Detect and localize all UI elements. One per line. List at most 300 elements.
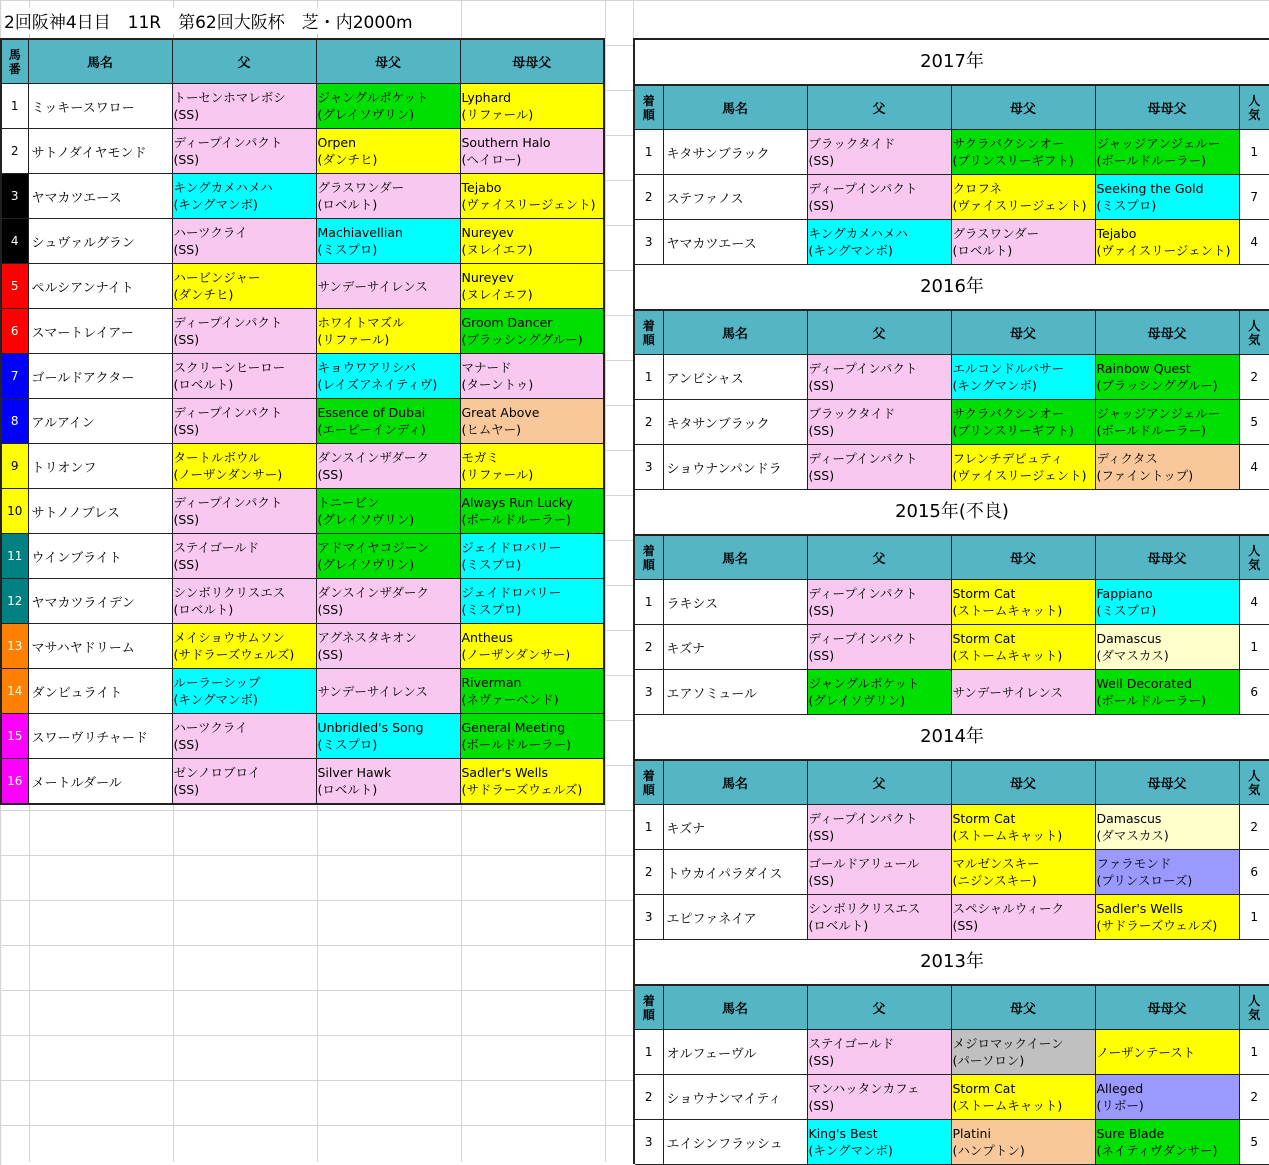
dam-dam-sire-cell-line: (ボールドルーラー) (1096, 153, 1207, 168)
table-row (1, 399, 604, 444)
sire-cell-line: (SS) (173, 332, 200, 347)
header-dam-dam-sire: 母母父 (1095, 536, 1239, 580)
table-row (1, 219, 604, 264)
dam-sire-cell-line: (ミスプロ) (317, 737, 378, 752)
dam-dam-sire-cell-name: Alleged (1096, 1081, 1144, 1096)
dam-dam-sire-cell (460, 219, 604, 264)
dam-sire-cell (316, 444, 460, 489)
sire-cell-line: (SS) (173, 557, 200, 572)
horse-name: サトノダイヤモンド (28, 129, 172, 174)
sire-cell (172, 444, 316, 489)
sire-cell-line: (SS) (173, 107, 200, 122)
dam-dam-sire-cell (460, 714, 604, 759)
dam-dam-sire-cell-name: Nureyev (461, 270, 514, 285)
sire-cell (172, 129, 316, 174)
sire-cell-line: (キングマンボ) (808, 243, 893, 258)
sire-cell-name: ディープインパクト (173, 495, 283, 510)
sire-cell-line: (サドラーズウェルズ) (173, 647, 295, 662)
dam-dam-sire-cell-line: (リボー) (1096, 1098, 1144, 1113)
dam-dam-sire-cell (1095, 850, 1239, 895)
header-sire: 父 (807, 86, 951, 130)
table-row (1, 534, 604, 579)
dam-sire-cell-name: スペシャルウィーク (952, 901, 1065, 916)
dam-sire-cell-name: サクラバクシンオー (952, 136, 1065, 151)
dam-sire-cell-name: フレンチデピュティ (952, 451, 1064, 466)
header-sire: 父 (807, 311, 951, 355)
dam-sire-cell (316, 579, 460, 624)
table-row (1, 174, 604, 219)
dam-dam-sire-cell-line: (ボールドルーラー) (1096, 423, 1207, 438)
dam-dam-sire-cell-name: Sadler's Wells (1096, 901, 1184, 916)
finish-rank: 3 (635, 220, 663, 265)
sire-cell-line: (SS) (808, 1053, 835, 1068)
header-dam-dam-sire: 母母父 (1095, 311, 1239, 355)
horse-number: 15 (1, 714, 28, 759)
sire-cell (807, 220, 951, 265)
finish-rank: 2 (635, 850, 663, 895)
horse-name: アルアイン (28, 399, 172, 444)
sire-cell (172, 264, 316, 309)
dam-dam-sire-cell (460, 309, 604, 354)
sire-cell-line: (SS) (173, 242, 200, 257)
dam-sire-cell-line: (ロベルト) (952, 243, 1013, 258)
dam-sire-cell (316, 129, 460, 174)
dam-sire-cell (316, 669, 460, 714)
dam-sire-cell (951, 1030, 1095, 1075)
header-sire: 父 (807, 986, 951, 1030)
dam-dam-sire-cell-line: (ミスプロ) (1096, 198, 1157, 213)
sire-cell-line: (SS) (808, 378, 835, 393)
horse-name: ヤマカツエース (28, 174, 172, 219)
dam-dam-sire-cell-line: (プリンスローズ) (1096, 873, 1193, 888)
finish-rank: 2 (635, 625, 663, 670)
year-title: 2016年 (635, 265, 1269, 310)
header-dam-dam-sire: 母母父 (460, 39, 604, 84)
sire-cell (172, 714, 316, 759)
dam-sire-cell-line: (グレイソヴリン) (317, 512, 415, 527)
dam-dam-sire-cell-line: (ボールドルーラー) (461, 512, 572, 527)
sire-cell-name: ハーツクライ (173, 225, 248, 240)
dam-sire-cell-line: (レイズアネイティヴ) (317, 377, 438, 392)
dam-sire-cell-line: (ハンプトン) (952, 1143, 1025, 1158)
sire-cell-line: (ロベルト) (808, 918, 869, 933)
dam-sire-cell-line: (ストームキャット) (952, 828, 1063, 843)
dam-sire-cell (951, 1075, 1095, 1120)
horse-name: ショウナンマイティ (663, 1075, 807, 1120)
header-horse-name: 馬名 (663, 536, 807, 580)
popularity: 4 (1239, 580, 1269, 625)
results-table (635, 985, 1269, 1165)
dam-sire-cell-line: (ストームキャット) (952, 648, 1063, 663)
dam-sire-cell-line: (ヴァイスリージェント) (952, 468, 1087, 483)
dam-dam-sire-cell-name: Groom Dancer (461, 315, 553, 330)
horse-name: ショウナンパンドラ (663, 445, 807, 490)
sire-cell-name: キングカメハメハ (808, 226, 908, 241)
horse-name: シュヴァルグラン (28, 219, 172, 264)
dam-sire-cell-name: クロフネ (952, 181, 1003, 196)
sire-cell-name: シンボリクリスエス (173, 585, 286, 600)
table-row (1, 84, 604, 129)
finish-rank: 3 (635, 1120, 663, 1165)
horse-name: ラキシス (663, 580, 807, 625)
horse-number: 7 (1, 354, 28, 399)
horse-name: キタサンブラック (663, 400, 807, 445)
header-popularity: 人 気 (1239, 536, 1269, 580)
sire-cell (172, 309, 316, 354)
dam-dam-sire-cell-name: Seeking the Gold (1096, 181, 1204, 196)
finish-rank: 1 (635, 580, 663, 625)
dam-dam-sire-cell-name: モガミ (461, 450, 500, 465)
dam-sire-cell (951, 580, 1095, 625)
finish-rank: 3 (635, 895, 663, 940)
table-row (635, 400, 1269, 445)
year-block (635, 40, 1269, 265)
header-horse-name: 馬名 (663, 761, 807, 805)
sire-cell (172, 219, 316, 264)
sire-cell-name: ブラックタイド (808, 406, 896, 421)
horse-number: 12 (1, 579, 28, 624)
sire-cell-name: ディープインパクト (173, 405, 283, 420)
horse-number: 5 (1, 264, 28, 309)
horse-name: スワーヴリチャード (28, 714, 172, 759)
header-dam-sire: 母父 (951, 986, 1095, 1030)
dam-dam-sire-cell-line: (ヴァイスリージェント) (1096, 243, 1231, 258)
dam-dam-sire-cell-line: (ヴァイスリージェント) (461, 197, 596, 212)
header-rank: 着 順 (635, 986, 663, 1030)
table-row (635, 850, 1269, 895)
header-dam-dam-sire: 母母父 (1095, 986, 1239, 1030)
sire-cell (807, 625, 951, 670)
horse-name: トリオンフ (28, 444, 172, 489)
results-table (635, 85, 1269, 265)
popularity: 2 (1239, 1075, 1269, 1120)
year-title: 2017年 (635, 40, 1269, 85)
finish-rank: 3 (635, 670, 663, 715)
dam-dam-sire-cell (1095, 220, 1239, 265)
dam-sire-cell (316, 309, 460, 354)
dam-dam-sire-cell (460, 579, 604, 624)
dam-dam-sire-cell-name: Great Above (461, 405, 540, 420)
dam-sire-cell-name: グラスワンダー (317, 180, 405, 195)
dam-sire-cell-line: (パーソロン) (952, 1053, 1025, 1068)
page-title: 2回阪神4日目 11R 第62回大阪杯 芝・内2000m (4, 8, 419, 33)
finish-rank: 2 (635, 1075, 663, 1120)
dam-dam-sire-cell-line: (リファール) (461, 467, 534, 482)
table-row (1, 354, 604, 399)
sire-cell (172, 579, 316, 624)
sire-cell-name: ステイゴールド (808, 1036, 895, 1051)
table-row (1, 129, 604, 174)
dam-dam-sire-cell-line: (ターントゥ) (461, 377, 534, 392)
sire-cell-line: (SS) (808, 828, 835, 843)
horse-name: ステファノス (663, 175, 807, 220)
dam-dam-sire-cell-line: (ファイントップ) (1096, 468, 1194, 483)
header-rank: 着 順 (635, 761, 663, 805)
dam-sire-cell (316, 264, 460, 309)
dam-sire-cell-name: アドマイヤコジーン (317, 540, 430, 555)
dam-dam-sire-cell (1095, 1030, 1239, 1075)
sire-cell-name: ディープインパクト (808, 631, 918, 646)
dam-dam-sire-cell (460, 669, 604, 714)
sire-cell (807, 400, 951, 445)
dam-sire-cell-line: (ストームキャット) (952, 1098, 1063, 1113)
dam-sire-cell-name: Machiavellian (317, 225, 403, 240)
sire-cell-line: (ダンチヒ) (173, 287, 234, 302)
dam-sire-cell-line: (グレイソヴリン) (317, 557, 415, 572)
dam-dam-sire-cell-line: (ブラッシンググルー) (461, 332, 583, 347)
sire-cell-line: (SS) (173, 782, 200, 797)
sire-cell (172, 399, 316, 444)
dam-sire-cell-name: エルコンドルパサー (952, 361, 1065, 376)
year-block (635, 940, 1269, 1165)
table-row (1, 579, 604, 624)
dam-dam-sire-cell (460, 174, 604, 219)
dam-dam-sire-cell-line: (ボールドルーラー) (1096, 693, 1207, 708)
horse-number: 14 (1, 669, 28, 714)
sire-cell-name: キングカメハメハ (173, 180, 273, 195)
sire-cell (807, 175, 951, 220)
sire-cell (172, 759, 316, 805)
table-row (635, 445, 1269, 490)
dam-sire-cell-line: (SS) (317, 602, 344, 617)
horse-name: オルフェーヴル (663, 1030, 807, 1075)
dam-dam-sire-cell-line: (サドラーズウェルズ) (1096, 918, 1218, 933)
table-row (635, 175, 1269, 220)
horse-number: 9 (1, 444, 28, 489)
dam-sire-cell-name: Orpen (317, 135, 357, 150)
dam-sire-cell (951, 850, 1095, 895)
dam-sire-cell (951, 355, 1095, 400)
dam-sire-cell-line: (ダンチヒ) (317, 152, 378, 167)
dam-dam-sire-cell (460, 534, 604, 579)
dam-dam-sire-cell (1095, 1120, 1239, 1165)
dam-sire-cell-line: (ニジンスキー) (952, 873, 1037, 888)
finish-rank: 2 (635, 400, 663, 445)
horse-name: スマートレイアー (28, 309, 172, 354)
sire-cell (172, 174, 316, 219)
sire-cell-name: King's Best (808, 1126, 878, 1141)
sire-cell (807, 445, 951, 490)
dam-dam-sire-cell (1095, 445, 1239, 490)
dam-sire-cell (316, 714, 460, 759)
dam-dam-sire-cell-name: Fappiano (1096, 586, 1153, 601)
dam-dam-sire-cell (460, 84, 604, 129)
horse-name: ウインブライト (28, 534, 172, 579)
dam-dam-sire-cell-name: ノーザンテースト (1096, 1044, 1196, 1060)
sire-cell-name: ディープインパクト (173, 135, 283, 150)
horse-name: ミッキースワロー (28, 84, 172, 129)
table-row (635, 580, 1269, 625)
dam-dam-sire-cell (1095, 1075, 1239, 1120)
header-dam-sire: 母父 (951, 86, 1095, 130)
horse-number: 6 (1, 309, 28, 354)
popularity: 1 (1239, 130, 1269, 175)
dam-sire-cell-line: (グレイソヴリン) (317, 107, 415, 122)
dam-sire-cell-line: (ロベルト) (317, 197, 378, 212)
sire-cell-line: (SS) (173, 152, 200, 167)
horse-number: 11 (1, 534, 28, 579)
dam-sire-cell-name: Storm Cat (952, 1081, 1016, 1096)
dam-dam-sire-cell (1095, 670, 1239, 715)
horse-number: 16 (1, 759, 28, 805)
table-row (1, 759, 604, 805)
dam-dam-sire-cell-name: Sure Blade (1096, 1126, 1165, 1141)
past-results-panel (633, 38, 1269, 1164)
dam-dam-sire-cell-line: (ミスプロ) (461, 557, 522, 572)
sire-cell-name: マンハッタンカフェ (808, 1081, 920, 1096)
sire-cell (807, 1120, 951, 1165)
dam-sire-cell-name: Platini (952, 1126, 991, 1141)
dam-dam-sire-cell (1095, 805, 1239, 850)
popularity: 7 (1239, 175, 1269, 220)
dam-sire-cell (316, 84, 460, 129)
sire-cell (807, 130, 951, 175)
dam-sire-cell-line: (SS) (317, 647, 344, 662)
dam-sire-cell-name: ダンスインザダーク (317, 450, 429, 465)
horse-name: キタサンブラック (663, 130, 807, 175)
dam-sire-cell (316, 399, 460, 444)
dam-dam-sire-cell-name: ジャッジアンジェルー (1096, 406, 1221, 421)
horse-name: サトノノブレス (28, 489, 172, 534)
popularity: 5 (1239, 1120, 1269, 1165)
horse-name: メートルダール (28, 759, 172, 805)
header-rank: 着 順 (635, 536, 663, 580)
sire-cell (807, 580, 951, 625)
dam-sire-cell-name: Unbridled's Song (317, 720, 424, 735)
dam-sire-cell-name: Storm Cat (952, 586, 1016, 601)
dam-sire-cell-name: キョウワアリシバ (317, 360, 417, 375)
horse-number: 2 (1, 129, 28, 174)
sire-cell-line: (SS) (173, 512, 200, 527)
popularity: 6 (1239, 850, 1269, 895)
sire-cell-line: (SS) (808, 603, 835, 618)
results-header-row (635, 536, 1269, 580)
dam-sire-cell (316, 534, 460, 579)
entries-table (0, 38, 605, 805)
dam-dam-sire-cell (460, 399, 604, 444)
dam-sire-cell-line: (プリンスリーギフト) (952, 423, 1074, 438)
sire-cell-name: ハービンジャー (173, 270, 261, 285)
dam-dam-sire-cell-name: Tejabo (1096, 226, 1137, 241)
dam-dam-sire-cell (1095, 625, 1239, 670)
horse-number: 3 (1, 174, 28, 219)
dam-dam-sire-cell-name: Southern Halo (461, 135, 551, 150)
dam-dam-sire-cell-line: (ブラッシンググルー) (1096, 378, 1218, 393)
dam-dam-sire-cell (460, 444, 604, 489)
sire-cell-line: (キングマンボ) (808, 1143, 893, 1158)
horse-name: ゴールドアクター (28, 354, 172, 399)
table-row (1, 309, 604, 354)
popularity: 1 (1239, 625, 1269, 670)
dam-dam-sire-cell-line: (ダマスカス) (1096, 828, 1169, 843)
sire-cell-line: (グレイソヴリン) (808, 693, 906, 708)
header-horse-name: 馬名 (28, 39, 172, 84)
horse-name: キズナ (663, 805, 807, 850)
dam-dam-sire-cell-name: ジェイドロバリー (461, 585, 562, 600)
sire-cell (172, 354, 316, 399)
dam-dam-sire-cell-line: (ミスプロ) (1096, 603, 1157, 618)
entries-header-row (1, 39, 604, 84)
table-row (635, 130, 1269, 175)
table-row (1, 489, 604, 534)
dam-sire-cell (316, 759, 460, 805)
dam-dam-sire-cell-name: Antheus (461, 630, 513, 645)
dam-dam-sire-cell-name: マナード (461, 360, 512, 375)
header-dam-sire: 母父 (951, 761, 1095, 805)
dam-dam-sire-cell (1095, 895, 1239, 940)
header-dam-sire: 母父 (951, 311, 1095, 355)
header-umaban: 馬 番 (1, 39, 28, 84)
sire-cell (807, 850, 951, 895)
table-row (1, 624, 604, 669)
dam-sire-cell-name: ホワイトマズル (317, 315, 405, 330)
dam-sire-cell-name: サクラバクシンオー (952, 406, 1065, 421)
dam-dam-sire-cell-line: (ミスプロ) (461, 602, 522, 617)
dam-sire-cell (951, 220, 1095, 265)
sire-cell-name: シンボリクリスエス (808, 901, 921, 916)
dam-sire-cell-name: メジロマックイーン (952, 1036, 1064, 1051)
horse-name: ペルシアンナイト (28, 264, 172, 309)
sire-cell-name: ディープインパクト (808, 586, 918, 601)
dam-sire-cell-line: (ストームキャット) (952, 603, 1063, 618)
dam-dam-sire-cell-line: (ヒムヤー) (461, 422, 522, 437)
dam-dam-sire-cell-line: (ヌレイエフ) (461, 242, 533, 257)
sire-cell (807, 670, 951, 715)
dam-dam-sire-cell-line: (ボールドルーラー) (461, 737, 572, 752)
horse-number: 4 (1, 219, 28, 264)
horse-number: 1 (1, 84, 28, 129)
dam-dam-sire-cell-name: Lyphard (461, 90, 512, 105)
dam-dam-sire-cell-line: (リファール) (461, 107, 534, 122)
popularity: 1 (1239, 895, 1269, 940)
header-horse-name: 馬名 (663, 311, 807, 355)
sire-cell-line: (SS) (808, 648, 835, 663)
table-row (635, 895, 1269, 940)
dam-sire-cell-name: アグネスタキオン (317, 630, 418, 645)
sire-cell-line: (SS) (808, 198, 835, 213)
results-header-row (635, 86, 1269, 130)
dam-sire-cell-name: Storm Cat (952, 631, 1016, 646)
dam-dam-sire-cell (460, 129, 604, 174)
results-header-row (635, 761, 1269, 805)
sire-cell-line: (SS) (808, 153, 835, 168)
dam-dam-sire-cell-name: Nureyev (461, 225, 514, 240)
horse-number: 10 (1, 489, 28, 534)
dam-dam-sire-cell-name: Sadler's Wells (461, 765, 549, 780)
dam-sire-cell (951, 625, 1095, 670)
dam-sire-cell (951, 670, 1095, 715)
results-header-row (635, 311, 1269, 355)
dam-sire-cell (316, 624, 460, 669)
table-row (635, 220, 1269, 265)
sire-cell-line: (SS) (808, 423, 835, 438)
sire-cell-name: ゴールドアリュール (808, 856, 920, 871)
finish-rank: 3 (635, 445, 663, 490)
sire-cell-name: タートルボウル (173, 450, 261, 465)
horse-number: 13 (1, 624, 28, 669)
dam-sire-cell (316, 174, 460, 219)
sire-cell-line: (SS) (173, 737, 200, 752)
horse-name: トウカイパラダイス (663, 850, 807, 895)
dam-sire-cell-name: Essence of Dubai (317, 405, 426, 420)
sire-cell-line: (SS) (808, 468, 835, 483)
dam-sire-cell-name: トニービン (317, 495, 380, 510)
dam-dam-sire-cell-name: ディクタス (1096, 451, 1158, 466)
header-sire: 父 (172, 39, 316, 84)
popularity: 6 (1239, 670, 1269, 715)
dam-sire-cell-line: (SS) (952, 918, 979, 933)
horse-name: マサハヤドリーム (28, 624, 172, 669)
